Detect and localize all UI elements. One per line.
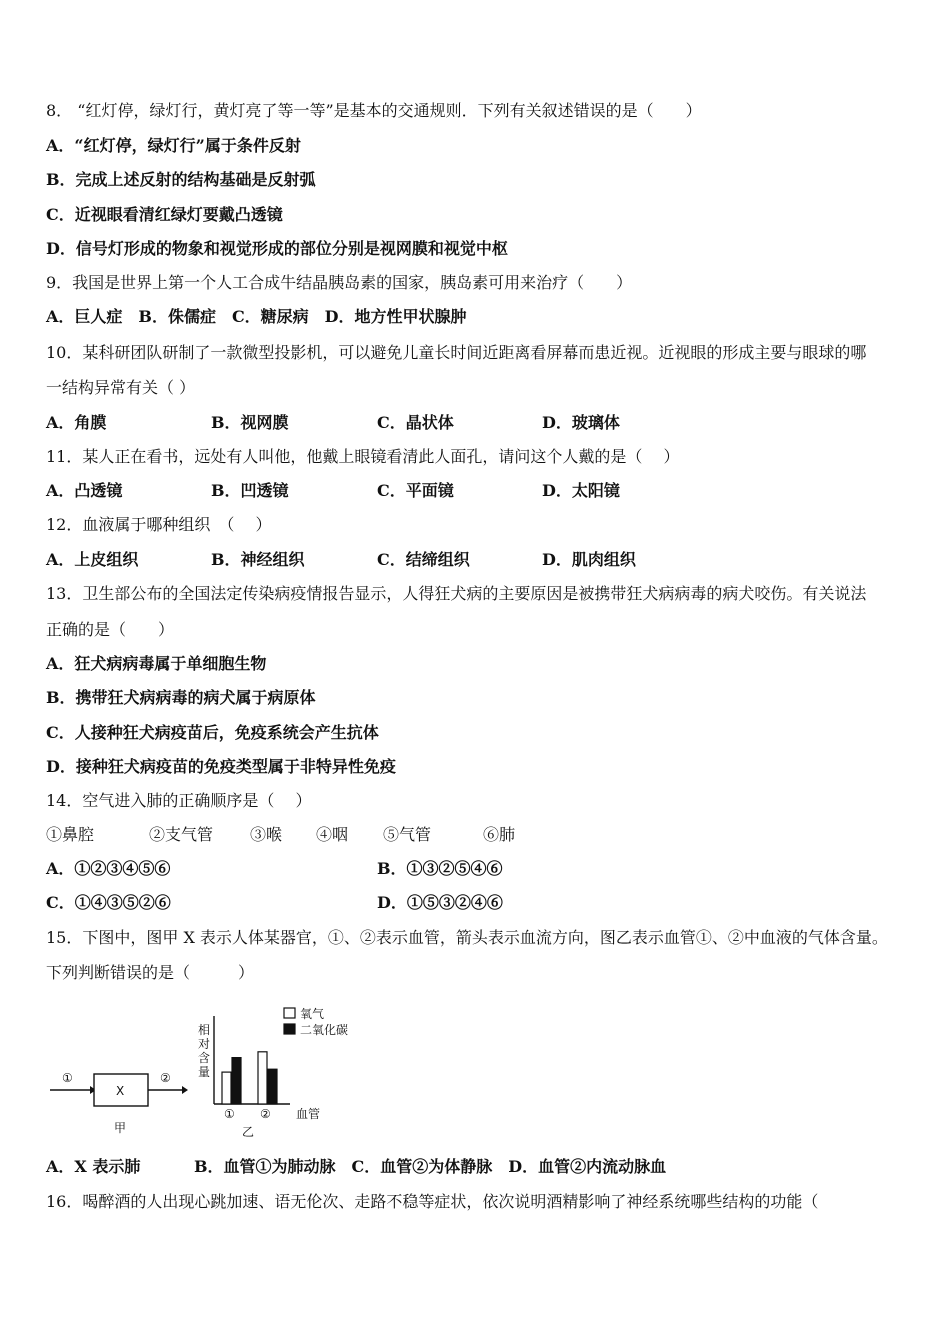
q11-option-d[interactable]: D．太阳镜 <box>542 481 620 500</box>
yi-ylabel-1: 相 <box>198 1023 211 1037</box>
q12-option-d[interactable]: D．肌肉组织 <box>542 550 636 569</box>
q14-item-bronchus: ②支气管 <box>149 825 214 844</box>
q9-stem: 9．我国是世界上第一个人工合成牛结晶胰岛素的国家，胰岛素可用来治疗（ ） <box>46 273 633 292</box>
q14-item-trachea: ⑤气管 <box>383 825 432 844</box>
q10-option-c[interactable]: C．晶状体 <box>377 413 454 432</box>
q8-option-d[interactable]: D．信号灯形成的物象和视觉形成的部位分别是视网膜和视觉中枢 <box>46 239 508 258</box>
q14-item-nasal-cavity: ①鼻腔 <box>46 825 95 844</box>
q13-option-b[interactable]: B．携带狂犬病病毒的病犬属于病原体 <box>46 688 316 707</box>
yi-ylabel-4: 量 <box>198 1065 211 1079</box>
yi-tick-vessel-2: ② <box>260 1107 271 1121</box>
yi-legend-co2: 二氧化碳 <box>300 1023 349 1037</box>
q13-stem-line2: 正确的是（ ） <box>46 620 175 639</box>
q8-option-b[interactable]: B．完成上述反射的结构基础是反射弧 <box>46 170 316 189</box>
q10-option-a[interactable]: A．角膜 <box>46 413 107 432</box>
yi-legend-co2-swatch <box>284 1024 295 1034</box>
q15-stem-line2: 下列判断错误的是（ ） <box>46 963 255 982</box>
q13-option-a[interactable]: A．狂犬病病毒属于单细胞生物 <box>46 654 267 673</box>
q11-option-b[interactable]: B．凹透镜 <box>211 481 289 500</box>
q8-option-a[interactable]: A．“红灯停，绿灯行”属于条件反射 <box>46 136 301 155</box>
q14-item-pharynx: ④咽 <box>316 825 349 844</box>
yi-ylabel-2: 对 <box>198 1037 211 1051</box>
q15-options[interactable]: A．X 表示肺 B．血管①为肺动脉 C．血管②为体静脉 D．血管②内流动脉血 <box>46 1157 667 1176</box>
yi-xlabel: 血管 <box>296 1107 321 1121</box>
yi-bar-oxygen-vessel-2 <box>258 1052 267 1104</box>
q12-option-c[interactable]: C．结缔组织 <box>377 550 470 569</box>
yi-bar-co2-vessel-1 <box>232 1058 241 1104</box>
q15-figure-svg <box>46 1004 386 1144</box>
q10-stem-line1: 10．某科研团队研制了一款微型投影机，可以避免儿童长时间近距离看屏幕而患近视。近视眼的形成主要与眼球的哪 <box>46 343 867 362</box>
yi-bar-co2-vessel-2 <box>268 1069 277 1104</box>
q10-option-d[interactable]: D．玻璃体 <box>542 413 620 432</box>
q14-item-lung: ⑥肺 <box>483 825 516 844</box>
jia-organ-label: X <box>116 1084 125 1098</box>
yi-legend-oxygen: 氧气 <box>300 1007 325 1021</box>
figure-yi-chart <box>198 1006 348 1139</box>
q10-option-b[interactable]: B．视网膜 <box>211 413 289 432</box>
q8-option-c[interactable]: C．近视眼看清红绿灯要戴凸透镜 <box>46 205 283 224</box>
q14-option-c[interactable]: C．①④③⑤②⑥ <box>46 893 171 912</box>
jia-vessel-1-label: ① <box>62 1071 73 1085</box>
yi-ylabel-3: 含 <box>198 1051 211 1065</box>
q15-figure <box>46 1004 386 1144</box>
q16-stem: 16．喝醉酒的人出现心跳加速、语无伦次、走路不稳等症状，依次说明酒精影响了神经系统哪些结构的功能（ <box>46 1192 819 1211</box>
q14-stem: 14．空气进入肺的正确顺序是（ ） <box>46 791 312 810</box>
q14-item-larynx: ③喉 <box>250 825 283 844</box>
yi-bar-oxygen-vessel-1 <box>222 1072 231 1104</box>
yi-tick-vessel-1: ① <box>224 1107 235 1121</box>
jia-vessel-2-label: ② <box>160 1071 171 1085</box>
figure-jia <box>50 1071 188 1135</box>
q12-stem: 12．血液属于哪种组织 （ ） <box>46 515 272 534</box>
q11-option-a[interactable]: A．凸透镜 <box>46 481 123 500</box>
jia-outflow-arrowhead <box>182 1086 188 1094</box>
q14-option-b[interactable]: B．①③②⑤④⑥ <box>377 859 503 878</box>
q14-option-d[interactable]: D．①⑤③②④⑥ <box>377 893 503 912</box>
q13-stem-line1: 13．卫生部公布的全国法定传染病疫情报告显示，人得狂犬病的主要原因是被携带狂犬病病毒的病犬咬伤。有关说法 <box>46 584 867 603</box>
yi-caption: 乙 <box>242 1125 255 1139</box>
q8-stem: 8． “红灯停，绿灯行，黄灯亮了等一等”是基本的交通规则．下列有关叙述错误的是（ ） <box>46 101 702 120</box>
q14-option-a[interactable]: A．①②③④⑤⑥ <box>46 859 171 878</box>
q10-stem-line2: 一结构异常有关（ ） <box>46 378 196 397</box>
q11-stem: 11．某人正在看书，远处有人叫他，他戴上眼镜看清此人面孔，请问这个人戴的是（ ） <box>46 447 680 466</box>
q13-option-d[interactable]: D．接种狂犬病疫苗的免疫类型属于非特异性免疫 <box>46 757 396 776</box>
q12-option-a[interactable]: A．上皮组织 <box>46 550 139 569</box>
q13-option-c[interactable]: C．人接种狂犬病疫苗后，免疫系统会产生抗体 <box>46 723 379 742</box>
q15-stem-line1: 15．下图中，图甲 X 表示人体某器官，①、②表示血管，箭头表示血流方向，图乙表示血管①、②中血液的气体含量。 <box>46 928 888 947</box>
q9-options[interactable]: A．巨人症 B．侏儒症 C．糖尿病 D．地方性甲状腺肿 <box>46 307 467 326</box>
yi-legend-oxygen-swatch <box>284 1008 295 1018</box>
q12-option-b[interactable]: B．神经组织 <box>211 550 305 569</box>
jia-caption: 甲 <box>114 1121 127 1135</box>
q11-option-c[interactable]: C．平面镜 <box>377 481 454 500</box>
